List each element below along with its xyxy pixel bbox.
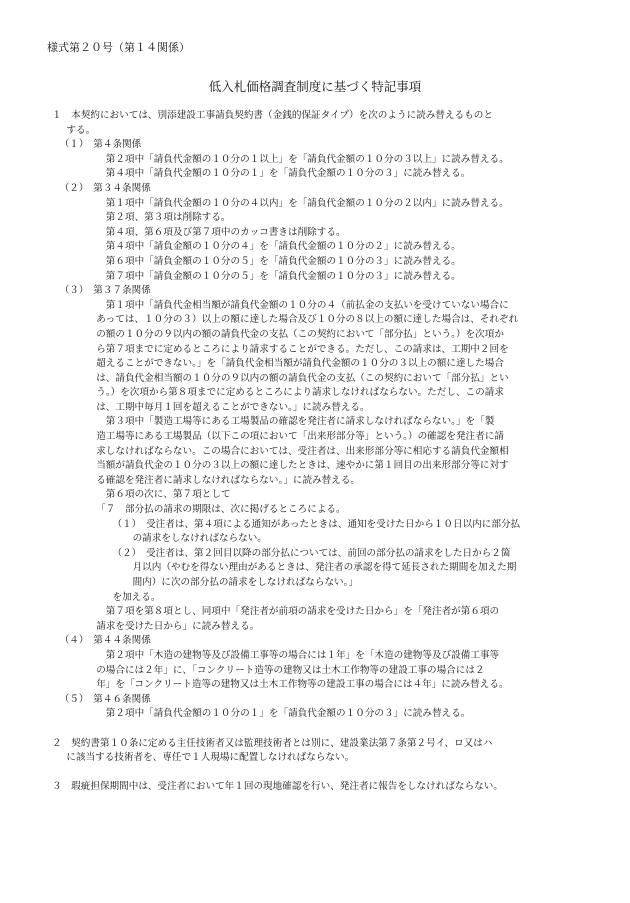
text-line: （４） 第４４条関係 (59, 635, 151, 647)
text-line: は、請負代金相当額の１０分の９以内の額の請負代金の支払（この契約において「部分払」とい (96, 372, 509, 384)
text-line: 第６項中「請負金額の１０分の５」を「請負代金額の１０分の３」に読み替える。 (105, 255, 461, 267)
text-line: する。 (66, 124, 96, 136)
text-line: 第４項中「請負代金額の１０分の１」を「請負代金額の１０分の３」に読み替える。 (105, 168, 471, 180)
text-line: 第７項を第８項とし、同項中「発注者が前項の請求を受けた日から」を「発注者が第６項の (105, 606, 500, 618)
text-line: の請求をしなければならない。 (132, 533, 267, 545)
text-line: 第２項中「請負代金額の１０分の１以上」を「請負代金額の１０分の３以上」に読み替える。 (105, 153, 509, 165)
text-line: う。）を次項から第８項までに定めるところにより請求しなければならない。ただし、この請求 (96, 387, 504, 399)
text-line: 第３項中「製造工場等にある工場製品の確認を発注者に請求しなければならない。」を「製 (105, 416, 495, 428)
text-line: 第１項中「請負代金額の１０分の４以内」を「請負代金額の１０分の２以内」に読み替える。 (105, 197, 509, 209)
text-line: （１） 第４条関係 (59, 139, 142, 151)
text-line: を加える。 (112, 591, 161, 603)
paragraph-gap (52, 766, 588, 781)
text-line: （２） 第３４条関係 (59, 182, 151, 194)
document-title: 低入札価格調査制度に基づく特記事項 (208, 79, 422, 94)
text-line: 超えることができない。」を「請負代金相当額が請負代金額の１０分の３以上の額に達した場合 (96, 358, 504, 370)
text-line: 請求を受けた日から」に読み替える。 (96, 620, 260, 632)
text-line: 年」を「コンクリート造等の建物又は土木工作物等の建設工事の場合には４年」に読み替える。 (96, 679, 509, 691)
text-line: 第７項中「請負金額の１０分の５」を「請負代金額の１０分の３」に読み替える。 (105, 270, 461, 282)
text-line: 第４項、第６項及び第７項中のカッコ書きは削除する。 (105, 226, 346, 238)
text-line: の場合には２年」に、「コンクリート造等の建物又は土木工作物等の建設工事の場合には２ (96, 664, 485, 676)
text-line: （３） 第３７条関係 (59, 285, 151, 297)
text-line: に該当する技術者を、専任で１人現場に配置しなければならない。 (66, 752, 355, 764)
text-line: （１） 受注者は、第４項による通知があったときは、通知を受けた日から１０日以内に部分払 (112, 518, 521, 530)
document-body (52, 109, 588, 795)
paragraph-gap (52, 722, 588, 737)
text-line: 第２項、第３項は削除する。 (105, 212, 231, 224)
text-line: る確認を発注者に請求しなければならない。」に読み替える。 (96, 474, 361, 486)
text-line: 第２項中「木造の建物等及び設備工事等の場合には１年」を「木造の建物等及び設備工事等 (105, 649, 500, 661)
text-line: １ 本契約においては、別添建設工事請負契約書（金銭的保証タイプ）を次のように読み替えるものと (52, 110, 493, 121)
text-line: （５） 第４６条関係 (59, 693, 151, 705)
text-line: （２） 受注者は、第２回目以降の部分払については、前回の部分払の請求をした日から２箇 (112, 547, 511, 559)
text-line: 求しなければならない。この場合においては、受注者は、出来形部分等に相応する請負代金額相 (96, 445, 509, 457)
text-line: 当額が請負代金の１０分の３以上の額に達したときは、速やかに第１回目の出来形部分等に対す (96, 460, 509, 472)
text-line: 第１項中「請負代金相当額が請負代金額の１０分の４（前払金の支払いを受けていない場合に (105, 299, 509, 311)
text-line: ２ 契約書第１０条に定める主任技術者又は監理技術者とは別に、建設業法第７条第２号イ、ロ又はハ (52, 737, 493, 749)
text-line: 第４項中「請負金額の１０分の４」を「請負代金額の１０分の２」に読み替える。 (105, 241, 461, 253)
text-line: の額の１０分の９以内の額の請負代金の支払（この契約において「部分払」という。）を次項か (96, 328, 504, 340)
text-line: ら第７項までに定めるところにより請求することができる。ただし、この請求は、工期中２回を (96, 343, 509, 355)
text-line: ３ 瑕疵担保期間中は、受注者において年１回の現地確認を行い、発注者に報告をしなければならない。 (52, 781, 503, 793)
form-number: 様式第２０号（第１４関係） (47, 41, 190, 54)
text-line: 間内）に次の部分払の請求をしなければならない。」 (132, 577, 359, 588)
text-line: 造工場等にある工場製品（以下この項において「出来形部分等」という。）の確認を発注者に請 (96, 431, 504, 443)
text-line: 月以内（やむを得ない理由があるときは、発注者の承認を得て延長された期間を加えた期 (132, 562, 517, 574)
text-line: あっては、１０分の３）以上の額に達した場合及び１０分の８以上の額に達した場合は、それぞれ (96, 314, 519, 326)
text-line: 第２項中「請負代金額の１０分の１」を「請負代金額の１０分の３」に読み替える。 (105, 708, 471, 720)
text-line: は、工期中毎月１回を超えることができない。」に読み替える。 (96, 401, 370, 413)
text-line: 「７ 部分払の請求の期限は、次に掲げるところによる。 (96, 504, 346, 516)
text-line: 第６項の次に、第７項として (105, 489, 231, 501)
